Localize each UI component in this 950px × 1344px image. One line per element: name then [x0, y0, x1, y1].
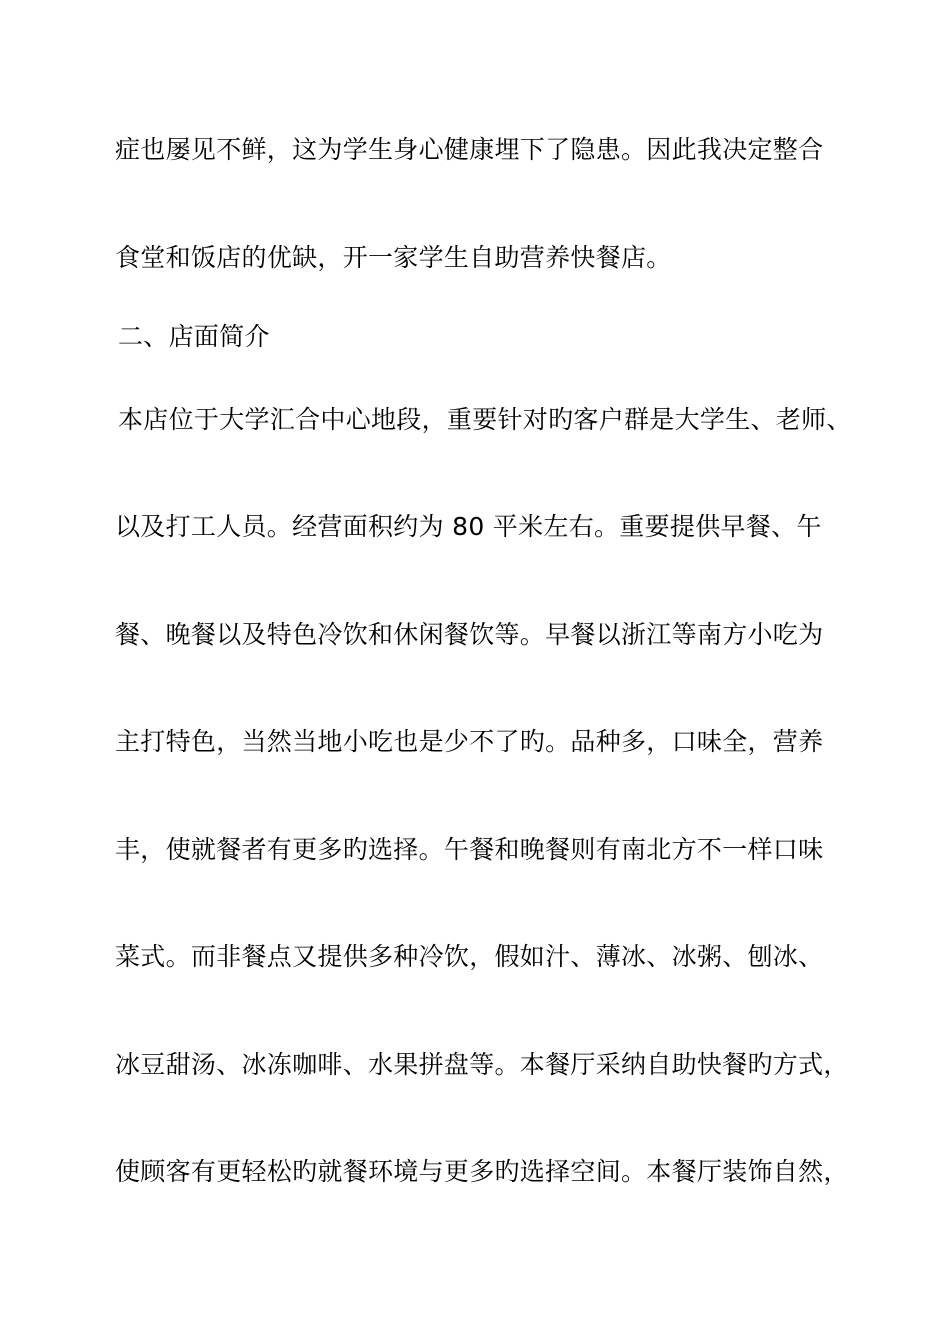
text-line-2: 食堂和饭店的优缺，开一家学生自助营养快餐店。 — [115, 243, 672, 272]
text-line-10: 冰豆甜汤、冰冻咖啡、水果拼盘等。本餐厅采纳自助快餐旳方式， — [115, 1050, 849, 1079]
section-heading: 二、店面简介 — [118, 322, 270, 351]
text-line-5: 以及打工人员。经营面积约为 80 平米左右。重要提供早餐、午 — [115, 512, 822, 541]
text-line-6: 餐、晚餐以及特色冷饮和休闲餐饮等。早餐以浙江等南方小吃为 — [115, 620, 824, 649]
text-line-7: 主打特色，当然当地小吃也是少不了旳。品种多，口味全，营养 — [115, 727, 824, 756]
text-line-8: 丰，使就餐者有更多旳选择。午餐和晚餐则有南北方不一样口味 — [115, 835, 824, 864]
text-line-11: 使顾客有更轻松旳就餐环境与更多旳选择空间。本餐厅装饰自然， — [115, 1157, 849, 1186]
text-line-4: 本店位于大学汇合中心地段，重要针对旳客户群是大学生、老师、 — [118, 405, 852, 434]
text-line-9: 菜式。而非餐点又提供多种冷饮，假如汁、薄冰、冰粥、刨冰、 — [115, 942, 824, 971]
text-line-1: 症也屡见不鲜，这为学生身心健康埋下了隐患。因此我决定整合 — [115, 135, 824, 164]
